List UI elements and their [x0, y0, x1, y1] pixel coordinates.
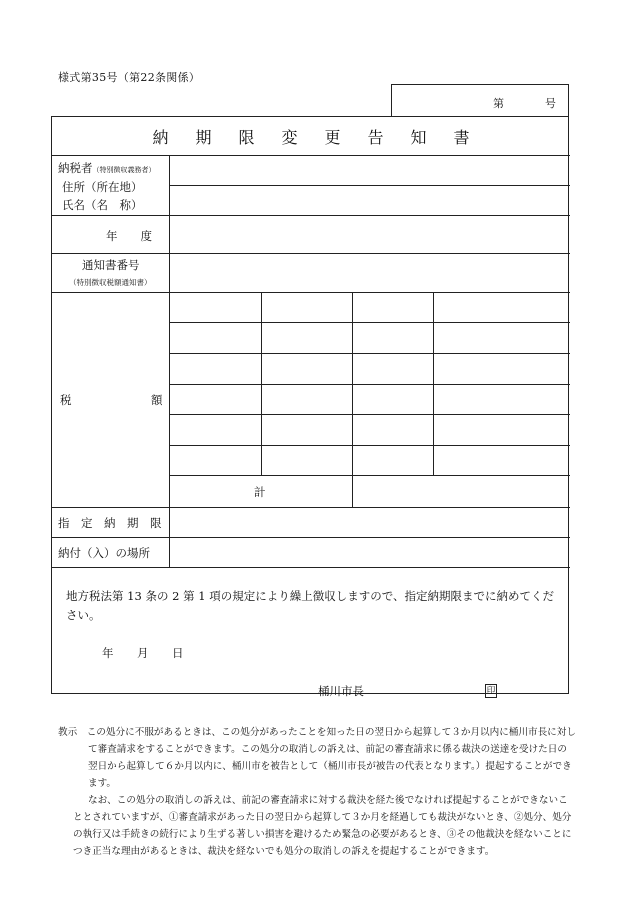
address-label: 住所（所在地）	[62, 180, 143, 194]
notice-label: 教示	[58, 727, 78, 738]
date-month-label: 月	[137, 646, 149, 660]
appeal-notice-para1: 教示 この処分に不服があるときは、この処分があったことを知った日の翌日から起算して３か月以内に桶川市長に対して審査請求をすることができます。この処分の取消しの訴えは、前記の審査請求に係る裁決の送達を受けた日の翌日から起算して６か月以内に、桶川市を被告として（桶川市長が被告の代表となります。）提起することができます。	[58, 727, 576, 789]
taxpayer-label: 納税者（特別徴収義務者）	[58, 161, 156, 175]
appeal-notice-para2: なお、この処分の取消しの訴えは、前記の審査請求に対する裁決を経た後でなければ提起することができないこととされていますが、①審査請求があった日の翌日から起算して３か月を経過しても裁決がないとき、②処分、処分の執行又は手続きの続行により生ずる著しい損害を避けるため緊急の必要があるとき、③その他裁決を経ないことにつき正当な理由があるときは、裁決を経ないでも処分の取消しの訴えを提起することができます。	[73, 795, 572, 857]
notice-number-label: 通知書番号	[82, 258, 140, 272]
number-go-label: 号	[545, 97, 556, 110]
tax-total-label: 計	[254, 485, 266, 499]
number-dai-label: 第	[493, 97, 504, 110]
fiscal-year-label: 年 度	[106, 229, 152, 243]
payment-place-label: 納付（入）の場所	[58, 546, 150, 560]
designated-deadline-label: 指 定 納 期 限	[58, 516, 162, 530]
collection-statement: 地方税法第 13 条の 2 第 1 項の規定により繰上徴収しますので、指定納期限までに納めてください。	[66, 589, 554, 622]
issuer-name: 桶川市長	[318, 684, 364, 698]
date-year-label: 年	[102, 646, 114, 660]
seal-mark: 印	[486, 686, 496, 696]
appeal-notice	[58, 724, 576, 860]
tax-amount-label-left: 税	[60, 393, 72, 407]
name-label: 氏名（名 称）	[62, 198, 143, 212]
notice-number-sublabel: （特別徴収税額通知書）	[69, 278, 152, 287]
form-number: 様式第35号（第22条関係）	[58, 71, 201, 84]
document-number-box	[391, 84, 569, 117]
date-day-label: 日	[172, 646, 184, 660]
taxpayer-sublabel: （特別徴収義務者）	[92, 166, 156, 174]
tax-amount-label-right: 額	[151, 393, 163, 407]
notice-form	[51, 116, 569, 698]
form-title: 納期限変更告知書	[152, 127, 497, 147]
